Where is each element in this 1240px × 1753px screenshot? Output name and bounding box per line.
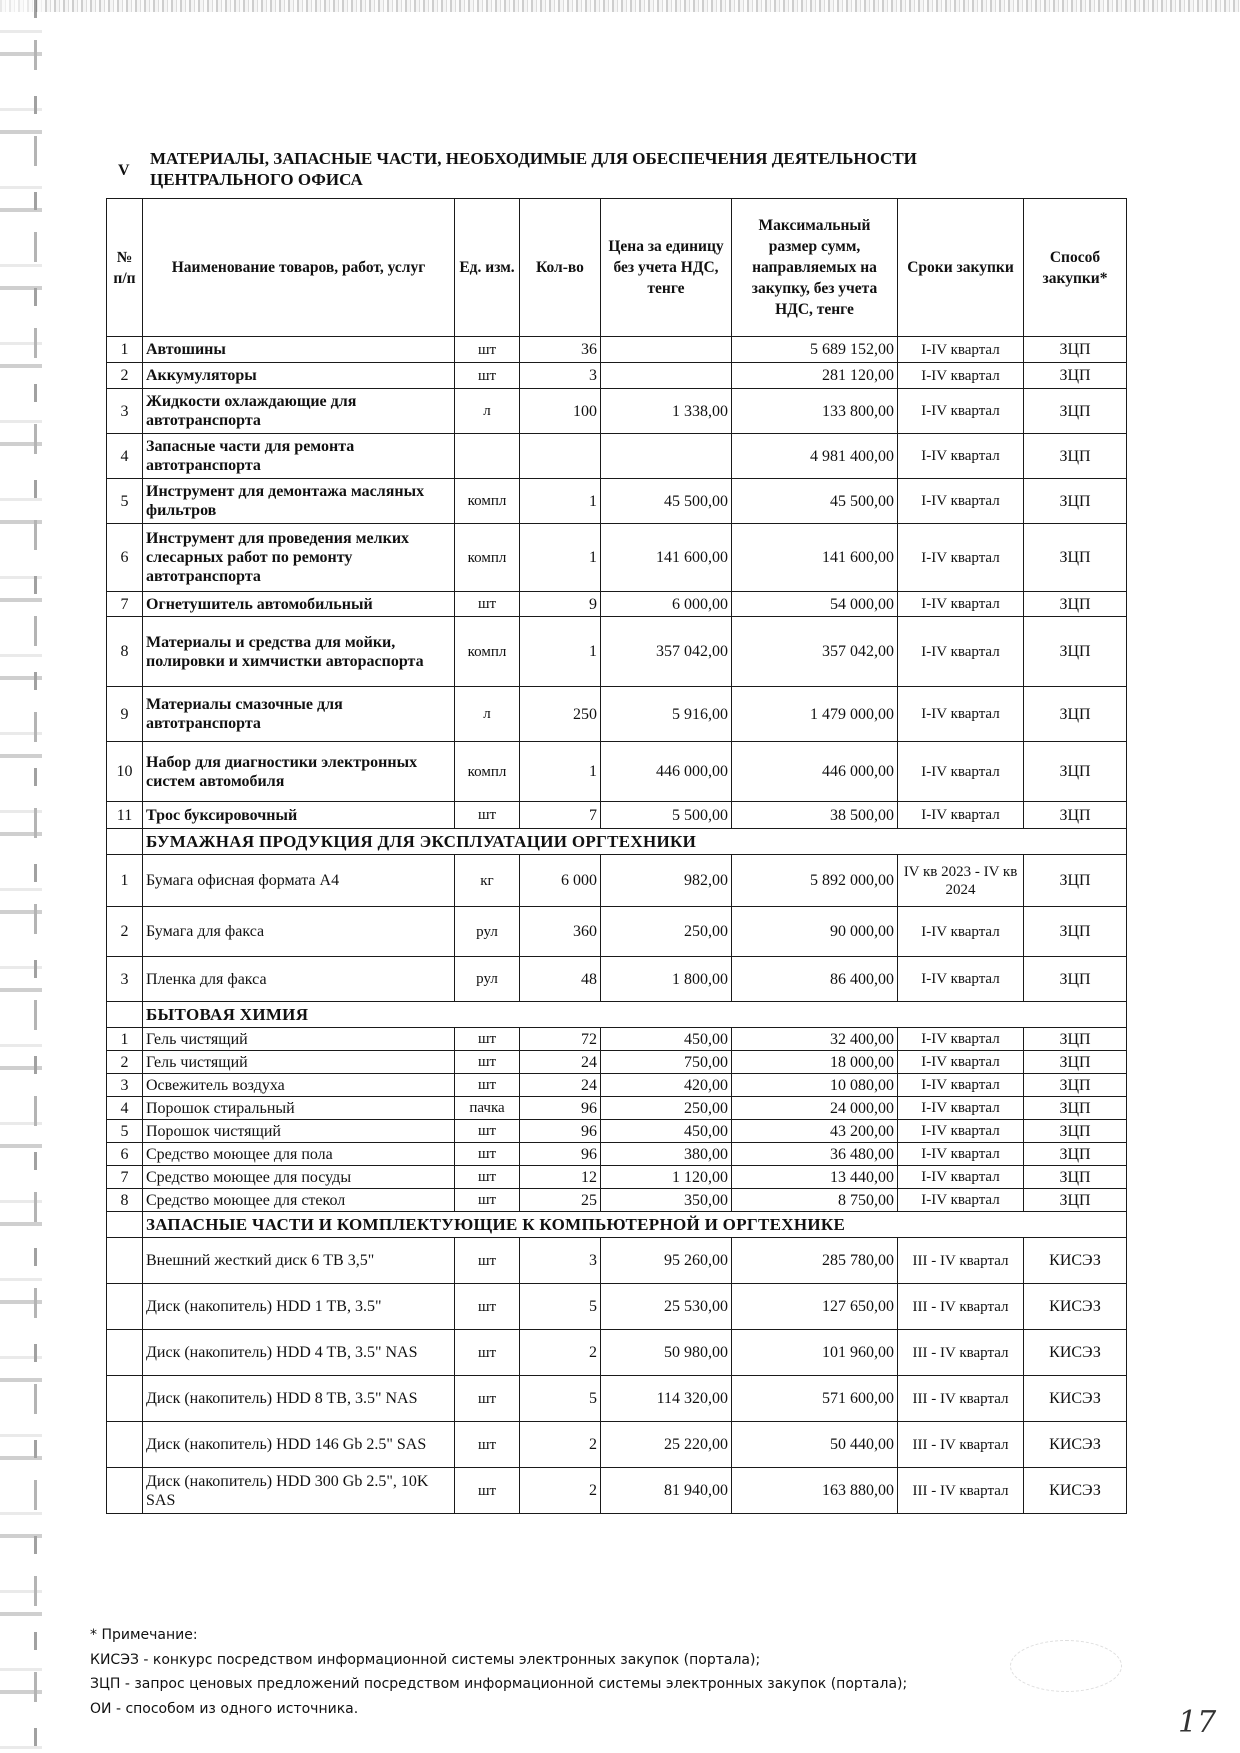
cell-max: 38 500,00	[732, 802, 898, 829]
cell-name: Гель чистящий	[143, 1051, 455, 1074]
cell-qty: 1	[520, 742, 601, 802]
table-row	[107, 907, 1127, 957]
cell-name: Трос буксировочный	[143, 802, 455, 829]
cell-unit: шт	[455, 363, 520, 389]
cell-period: III - IV квартал	[898, 1238, 1024, 1284]
cell-period: III - IV квартал	[898, 1422, 1024, 1468]
cell-num: 11	[107, 802, 143, 829]
cell-qty: 25	[520, 1189, 601, 1212]
cell-name: Гель чистящий	[143, 1028, 455, 1051]
table-body	[107, 337, 1127, 1514]
cell-period: I-IV квартал	[898, 479, 1024, 524]
cell-qty	[520, 434, 601, 479]
cell-name: Материалы смазочные для автотранспорта	[143, 687, 455, 742]
cell-max: 4 981 400,00	[732, 434, 898, 479]
cell-num: 8	[107, 617, 143, 687]
cell-unit: шт	[455, 1189, 520, 1212]
cell-period: I-IV квартал	[898, 363, 1024, 389]
cell-max: 101 960,00	[732, 1330, 898, 1376]
cell-method: ЗЦП	[1024, 1120, 1127, 1143]
cell-num: 7	[107, 1166, 143, 1189]
cell-num: 5	[107, 1120, 143, 1143]
cell-qty: 5	[520, 1284, 601, 1330]
cell-method: ЗЦП	[1024, 434, 1127, 479]
cell-unit: кг	[455, 855, 520, 907]
note-oi: ОИ - способом из одного источника.	[90, 1700, 359, 1717]
cell-qty: 1	[520, 524, 601, 592]
cell-period: I-IV квартал	[898, 1120, 1024, 1143]
cell-qty: 1	[520, 479, 601, 524]
header-max-amount: Максимальный размер сумм, направляемых на закупку, без учета НДС, тенге	[732, 199, 898, 337]
table-row	[107, 802, 1127, 829]
cell-name: Огнетушитель автомобильный	[143, 592, 455, 617]
cell-period: I-IV квартал	[898, 802, 1024, 829]
cell-name: Запасные части для ремонта автотранспорта	[143, 434, 455, 479]
cell-max: 281 120,00	[732, 363, 898, 389]
cell-price: 250,00	[601, 1097, 732, 1120]
cell-unit: шт	[455, 1120, 520, 1143]
section-row-title: ЗАПАСНЫЕ ЧАСТИ И КОМПЛЕКТУЮЩИЕ К КОМПЬЮТЕРНОЙ И ОРГТЕХНИКЕ	[143, 1212, 1127, 1238]
cell-unit: компл	[455, 617, 520, 687]
cell-unit: шт	[455, 1376, 520, 1422]
cell-name: Материалы и средства для мойки, полировки и химчистки автораспорта	[143, 617, 455, 687]
cell-unit: рул	[455, 957, 520, 1002]
cell-name: Средство моющее для пола	[143, 1143, 455, 1166]
cell-qty: 2	[520, 1330, 601, 1376]
cell-num: 1	[107, 855, 143, 907]
cell-method: ЗЦП	[1024, 1143, 1127, 1166]
cell-price	[601, 434, 732, 479]
cell-price: 450,00	[601, 1028, 732, 1051]
header-price: Цена за единицу без учета НДС, тенге	[601, 199, 732, 337]
cell-period: III - IV квартал	[898, 1284, 1024, 1330]
cell-unit: шт	[455, 1074, 520, 1097]
cell-price: 25 530,00	[601, 1284, 732, 1330]
cell-num	[107, 1422, 143, 1468]
cell-price: 250,00	[601, 907, 732, 957]
cell-qty: 100	[520, 389, 601, 434]
table-row	[107, 687, 1127, 742]
cell-method: ЗЦП	[1024, 479, 1127, 524]
cell-num: 3	[107, 389, 143, 434]
cell-unit: шт	[455, 1468, 520, 1514]
cell-price: 750,00	[601, 1051, 732, 1074]
cell-period: I-IV квартал	[898, 957, 1024, 1002]
cell-max: 54 000,00	[732, 592, 898, 617]
cell-price: 114 320,00	[601, 1376, 732, 1422]
cell-num: 6	[107, 524, 143, 592]
table-row	[107, 363, 1127, 389]
cell-period: III - IV квартал	[898, 1330, 1024, 1376]
cell-price: 5 500,00	[601, 802, 732, 829]
cell-max: 141 600,00	[732, 524, 898, 592]
cell-name: Жидкости охлаждающие для автотранспорта	[143, 389, 455, 434]
cell-name: Порошок стиральный	[143, 1097, 455, 1120]
cell-price: 380,00	[601, 1143, 732, 1166]
cell-period: I-IV квартал	[898, 907, 1024, 957]
cell-name: Диск (накопитель) HDD 8 TB, 3.5" NAS	[143, 1376, 455, 1422]
cell-period: I-IV квартал	[898, 524, 1024, 592]
cell-num	[107, 1468, 143, 1514]
table-row	[107, 1422, 1127, 1468]
cell-period: I-IV квартал	[898, 1051, 1024, 1074]
table-row	[107, 1238, 1127, 1284]
cell-max: 13 440,00	[732, 1166, 898, 1189]
cell-name: Набор для диагностики электронных систем автомобиля	[143, 742, 455, 802]
cell-unit: шт	[455, 1330, 520, 1376]
cell-qty: 250	[520, 687, 601, 742]
cell-method: ЗЦП	[1024, 337, 1127, 363]
cell-unit: шт	[455, 592, 520, 617]
cell-max: 24 000,00	[732, 1097, 898, 1120]
cell-qty: 5	[520, 1376, 601, 1422]
cell-period: I-IV квартал	[898, 1143, 1024, 1166]
cell-num: 2	[107, 907, 143, 957]
cell-qty: 1	[520, 617, 601, 687]
cell-price: 1 800,00	[601, 957, 732, 1002]
cell-period: III - IV квартал	[898, 1376, 1024, 1422]
cell-name: Бумага офисная формата А4	[143, 855, 455, 907]
cell-price: 50 980,00	[601, 1330, 732, 1376]
cell-period: IV кв 2023 - IV кв 2024	[898, 855, 1024, 907]
cell-name: Пленка для факса	[143, 957, 455, 1002]
cell-num: 3	[107, 1074, 143, 1097]
cell-name: Диск (накопитель) HDD 1 TB, 3.5"	[143, 1284, 455, 1330]
cell-qty: 96	[520, 1143, 601, 1166]
cell-qty: 96	[520, 1097, 601, 1120]
section-roman-numeral: V	[118, 162, 130, 179]
cell-period: I-IV квартал	[898, 434, 1024, 479]
cell-num: 1	[107, 1028, 143, 1051]
cell-max: 133 800,00	[732, 389, 898, 434]
cell-period: I-IV квартал	[898, 389, 1024, 434]
cell-price: 45 500,00	[601, 479, 732, 524]
cell-max: 32 400,00	[732, 1028, 898, 1051]
cell-period: I-IV квартал	[898, 1189, 1024, 1212]
cell-method: КИСЭЗ	[1024, 1284, 1127, 1330]
cell-name: Освежитель воздуха	[143, 1074, 455, 1097]
cell-period: I-IV квартал	[898, 1166, 1024, 1189]
faded-stamp	[1010, 1640, 1122, 1692]
cell-unit: шт	[455, 1422, 520, 1468]
cell-method: КИСЭЗ	[1024, 1238, 1127, 1284]
table-row	[107, 1051, 1127, 1074]
cell-name: Бумага для факса	[143, 907, 455, 957]
table-row	[107, 957, 1127, 1002]
cell-max: 18 000,00	[732, 1051, 898, 1074]
cell-method: ЗЦП	[1024, 617, 1127, 687]
section-row-spacer	[107, 1212, 143, 1238]
section-row-title: БУМАЖНАЯ ПРОДУКЦИЯ ДЛЯ ЭКСПЛУАТАЦИИ ОРГТЕХНИКИ	[143, 829, 1127, 855]
cell-method: ЗЦП	[1024, 1051, 1127, 1074]
cell-price: 350,00	[601, 1189, 732, 1212]
cell-period: I-IV квартал	[898, 1097, 1024, 1120]
cell-price: 446 000,00	[601, 742, 732, 802]
cell-num: 3	[107, 957, 143, 1002]
cell-unit: шт	[455, 337, 520, 363]
cell-qty: 9	[520, 592, 601, 617]
cell-method: ЗЦП	[1024, 592, 1127, 617]
table-row	[107, 1330, 1127, 1376]
cell-num: 8	[107, 1189, 143, 1212]
cell-price: 25 220,00	[601, 1422, 732, 1468]
cell-price: 141 600,00	[601, 524, 732, 592]
cell-unit: компл	[455, 479, 520, 524]
cell-name: Диск (накопитель) HDD 300 Gb 2.5", 10K SAS	[143, 1468, 455, 1514]
cell-unit: шт	[455, 802, 520, 829]
cell-num	[107, 1330, 143, 1376]
table-row	[107, 389, 1127, 434]
cell-unit: компл	[455, 742, 520, 802]
section-title: МАТЕРИАЛЫ, ЗАПАСНЫЕ ЧАСТИ, НЕОБХОДИМЫЕ ДЛЯ ОБЕСПЕЧЕНИЯ ДЕЯТЕЛЬНОСТИ ЦЕНТРАЛЬНОГО ОФИСА	[150, 149, 917, 189]
cell-qty: 36	[520, 337, 601, 363]
header-num: № п/п	[107, 199, 143, 337]
cell-max: 127 650,00	[732, 1284, 898, 1330]
cell-qty: 2	[520, 1422, 601, 1468]
cell-unit: шт	[455, 1051, 520, 1074]
cell-unit: шт	[455, 1028, 520, 1051]
cell-period: I-IV квартал	[898, 742, 1024, 802]
cell-unit: шт	[455, 1238, 520, 1284]
cell-qty: 3	[520, 363, 601, 389]
cell-period: I-IV квартал	[898, 617, 1024, 687]
cell-name: Порошок чистящий	[143, 1120, 455, 1143]
cell-num	[107, 1238, 143, 1284]
note-title: * Примечание:	[90, 1627, 198, 1643]
cell-max: 36 480,00	[732, 1143, 898, 1166]
table-row	[107, 1120, 1127, 1143]
cell-qty: 96	[520, 1120, 601, 1143]
cell-period: I-IV квартал	[898, 687, 1024, 742]
cell-unit: шт	[455, 1143, 520, 1166]
header-qty: Кол-во	[520, 199, 601, 337]
table-row	[107, 524, 1127, 592]
table-row	[107, 742, 1127, 802]
cell-qty: 12	[520, 1166, 601, 1189]
cell-qty: 6 000	[520, 855, 601, 907]
cell-num: 4	[107, 1097, 143, 1120]
cell-method: ЗЦП	[1024, 363, 1127, 389]
cell-qty: 24	[520, 1051, 601, 1074]
cell-max: 1 479 000,00	[732, 687, 898, 742]
table-row	[107, 1097, 1127, 1120]
cell-max: 45 500,00	[732, 479, 898, 524]
cell-method: ЗЦП	[1024, 524, 1127, 592]
cell-max: 90 000,00	[732, 907, 898, 957]
cell-max: 10 080,00	[732, 1074, 898, 1097]
cell-price: 1 338,00	[601, 389, 732, 434]
table-row	[107, 1284, 1127, 1330]
cell-period: I-IV квартал	[898, 337, 1024, 363]
table-row	[107, 479, 1127, 524]
cell-num: 10	[107, 742, 143, 802]
section-row-spacer	[107, 1002, 143, 1028]
table-row	[107, 1143, 1127, 1166]
cell-qty: 2	[520, 1468, 601, 1514]
cell-max: 163 880,00	[732, 1468, 898, 1514]
header-unit: Ед. изм.	[455, 199, 520, 337]
cell-max: 43 200,00	[732, 1120, 898, 1143]
cell-qty: 24	[520, 1074, 601, 1097]
cell-price	[601, 337, 732, 363]
table-row	[107, 434, 1127, 479]
cell-method: ЗЦП	[1024, 687, 1127, 742]
cell-max: 5 689 152,00	[732, 337, 898, 363]
section-row	[107, 1002, 1127, 1028]
table-row	[107, 1074, 1127, 1097]
cell-name: Аккумуляторы	[143, 363, 455, 389]
scan-edge-top	[0, 0, 1240, 12]
cell-num: 1	[107, 337, 143, 363]
table-row	[107, 1166, 1127, 1189]
note-zcp: ЗЦП - запрос ценовых предложений посредством информационной системы электронных закупок (портала);	[90, 1676, 908, 1692]
cell-num: 9	[107, 687, 143, 742]
cell-unit: компл	[455, 524, 520, 592]
cell-name: Инструмент для проведения мелких слесарных работ по ремонту автотранспорта	[143, 524, 455, 592]
cell-method: ЗЦП	[1024, 1166, 1127, 1189]
cell-max: 86 400,00	[732, 957, 898, 1002]
cell-method: ЗЦП	[1024, 1074, 1127, 1097]
cell-name: Автошины	[143, 337, 455, 363]
cell-max: 285 780,00	[732, 1238, 898, 1284]
table-row	[107, 617, 1127, 687]
cell-method: КИСЭЗ	[1024, 1422, 1127, 1468]
cell-qty: 3	[520, 1238, 601, 1284]
section-row-spacer	[107, 829, 143, 855]
cell-method: ЗЦП	[1024, 389, 1127, 434]
cell-method: ЗЦП	[1024, 742, 1127, 802]
cell-name: Диск (накопитель) HDD 4 TB, 3.5" NAS	[143, 1330, 455, 1376]
cell-period: III - IV квартал	[898, 1468, 1024, 1514]
cell-unit: л	[455, 389, 520, 434]
cell-period: I-IV квартал	[898, 1028, 1024, 1051]
note-kisez: КИСЭЗ - конкурс посредством информационной системы электронных закупок (портала);	[90, 1651, 761, 1668]
cell-num	[107, 1376, 143, 1422]
cell-unit: шт	[455, 1166, 520, 1189]
cell-qty: 7	[520, 802, 601, 829]
section-row	[107, 829, 1127, 855]
cell-max: 571 600,00	[732, 1376, 898, 1422]
cell-unit: рул	[455, 907, 520, 957]
cell-max: 5 892 000,00	[732, 855, 898, 907]
cell-num: 2	[107, 1051, 143, 1074]
cell-qty: 72	[520, 1028, 601, 1051]
cell-period: I-IV квартал	[898, 1074, 1024, 1097]
cell-max: 8 750,00	[732, 1189, 898, 1212]
cell-unit: шт	[455, 1284, 520, 1330]
cell-num: 6	[107, 1143, 143, 1166]
header-period: Сроки закупки	[898, 199, 1024, 337]
cell-num	[107, 1284, 143, 1330]
cell-name: Средство моющее для посуды	[143, 1166, 455, 1189]
cell-unit	[455, 434, 520, 479]
cell-name: Внешний жесткий диск 6 ТВ 3,5"	[143, 1238, 455, 1284]
cell-price: 6 000,00	[601, 592, 732, 617]
cell-price: 420,00	[601, 1074, 732, 1097]
table-row	[107, 1189, 1127, 1212]
cell-price	[601, 363, 732, 389]
cell-method: ЗЦП	[1024, 907, 1127, 957]
cell-max: 50 440,00	[732, 1422, 898, 1468]
header-method: Способ закупки*	[1024, 199, 1127, 337]
cell-method: ЗЦП	[1024, 855, 1127, 907]
cell-qty: 360	[520, 907, 601, 957]
cell-max: 357 042,00	[732, 617, 898, 687]
procurement-table	[106, 198, 1127, 1514]
table-row	[107, 1376, 1127, 1422]
cell-price: 982,00	[601, 855, 732, 907]
cell-period: I-IV квартал	[898, 592, 1024, 617]
cell-method: ЗЦП	[1024, 1189, 1127, 1212]
cell-method: КИСЭЗ	[1024, 1376, 1127, 1422]
table-row	[107, 592, 1127, 617]
cell-price: 5 916,00	[601, 687, 732, 742]
cell-num: 2	[107, 363, 143, 389]
cell-method: ЗЦП	[1024, 957, 1127, 1002]
cell-num: 4	[107, 434, 143, 479]
cell-method: ЗЦП	[1024, 1097, 1127, 1120]
section-row	[107, 1212, 1127, 1238]
table-row	[107, 855, 1127, 907]
cell-qty: 48	[520, 957, 601, 1002]
cell-num: 5	[107, 479, 143, 524]
cell-unit: пачка	[455, 1097, 520, 1120]
cell-price: 450,00	[601, 1120, 732, 1143]
footnotes	[90, 1623, 1090, 1721]
cell-method: ЗЦП	[1024, 802, 1127, 829]
cell-price: 357 042,00	[601, 617, 732, 687]
table-row	[107, 1028, 1127, 1051]
section-row-title: БЫТОВАЯ ХИМИЯ	[143, 1002, 1127, 1028]
cell-max: 446 000,00	[732, 742, 898, 802]
table-row	[107, 337, 1127, 363]
cell-price: 1 120,00	[601, 1166, 732, 1189]
cell-unit: л	[455, 687, 520, 742]
cell-name: Инструмент для демонтажа масляных фильтров	[143, 479, 455, 524]
cell-price: 81 940,00	[601, 1468, 732, 1514]
header-name: Наименование товаров, работ, услуг	[143, 199, 455, 337]
cell-method: КИСЭЗ	[1024, 1468, 1127, 1514]
cell-method: КИСЭЗ	[1024, 1330, 1127, 1376]
binding-holes	[0, 0, 42, 1753]
cell-method: ЗЦП	[1024, 1028, 1127, 1051]
cell-name: Диск (накопитель) HDD 146 Gb 2.5" SAS	[143, 1422, 455, 1468]
page-number: 17	[1178, 1705, 1217, 1740]
cell-num: 7	[107, 592, 143, 617]
cell-name: Средство моющее для стекол	[143, 1189, 455, 1212]
table-header-row	[107, 199, 1127, 337]
table-row	[107, 1468, 1127, 1514]
cell-price: 95 260,00	[601, 1238, 732, 1284]
